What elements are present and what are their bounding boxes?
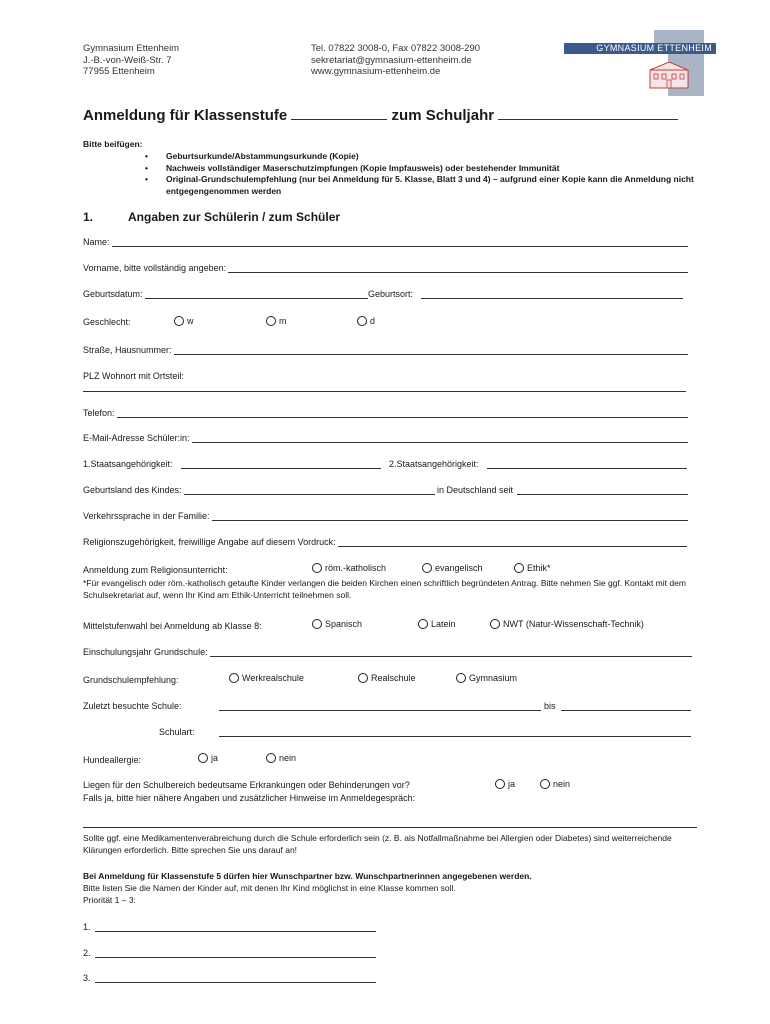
strasse-label: Straße, Hausnummer: bbox=[83, 345, 172, 355]
strasse-field[interactable] bbox=[174, 345, 688, 355]
strasse-row bbox=[83, 345, 688, 355]
erkrankungen-field[interactable] bbox=[83, 827, 697, 828]
geschlecht-option-d[interactable]: d bbox=[357, 316, 375, 327]
contact-phone: Tel. 07822 3008-0, Fax 07822 3008-290 bbox=[311, 43, 481, 54]
erkrankungen-hint: Falls ja, bitte hier nähere Angaben und zusätzlicher Hinweise im Anmeldegespräch: bbox=[83, 793, 416, 803]
partner-number: 3. bbox=[83, 973, 91, 983]
religion-option-katholisch[interactable]: röm.-katholisch bbox=[312, 563, 386, 574]
list-item: • Nachweis vollständiger Maserschutzimpfungen (Kopie Impfausweis) oder bestehender Immunität bbox=[145, 163, 726, 175]
mittelstufe-option-nwt[interactable]: NWT (Natur-Wissenschaft-Technik) bbox=[490, 619, 644, 630]
hundeallergie-label: Hundeallergie: bbox=[83, 755, 142, 765]
attachments-heading: Bitte beifügen: bbox=[83, 139, 143, 149]
geschlecht-option-m[interactable]: m bbox=[266, 316, 287, 327]
empfehlung-option-werkrealschule[interactable]: Werkrealschule bbox=[229, 673, 304, 684]
school-address bbox=[83, 43, 179, 78]
einschulung-field[interactable] bbox=[210, 647, 692, 657]
vorname-field[interactable] bbox=[228, 263, 688, 273]
name-label: Name: bbox=[83, 237, 110, 247]
section-title: Angaben zur Schülerin / zum Schüler bbox=[128, 210, 341, 224]
vorname-row bbox=[83, 263, 688, 273]
radio-button[interactable] bbox=[229, 673, 239, 683]
section-number: 1. bbox=[83, 210, 94, 224]
radio-button[interactable] bbox=[422, 563, 432, 573]
schuljahr-field[interactable] bbox=[498, 106, 678, 120]
attachments-list bbox=[145, 151, 726, 197]
verkehrssprache-row bbox=[83, 511, 688, 521]
geschlecht-option-w[interactable]: w bbox=[174, 316, 194, 327]
name-field[interactable] bbox=[112, 237, 688, 247]
plz-field[interactable] bbox=[83, 391, 686, 392]
einschulung-row bbox=[83, 647, 692, 657]
verkehrssprache-field[interactable] bbox=[212, 511, 688, 521]
erkrankungen-label: Liegen für den Schulbereich bedeutsame Erkrankungen oder Behinderungen vor? bbox=[83, 780, 410, 790]
geburtsdatum-field[interactable] bbox=[145, 289, 368, 299]
mittelstufe-option-spanisch[interactable]: Spanisch bbox=[312, 619, 362, 630]
hundeallergie-option-nein[interactable]: nein bbox=[266, 753, 296, 764]
address-line: J.-B.-von-Weiß-Str. 7 bbox=[83, 54, 172, 66]
schulart-label: Schulart: bbox=[159, 727, 195, 737]
geschlecht-label: Geschlecht: bbox=[83, 317, 131, 327]
religion-row bbox=[83, 537, 687, 547]
religion-field[interactable] bbox=[338, 537, 687, 547]
partner-number: 1. bbox=[83, 922, 91, 932]
geburtsdatum-label: Geburtsdatum: bbox=[83, 289, 143, 299]
radio-button[interactable] bbox=[174, 316, 184, 326]
email-field[interactable] bbox=[192, 433, 688, 443]
email-label: E-Mail-Adresse Schüler:in: bbox=[83, 433, 190, 443]
religion-option-evangelisch[interactable]: evangelisch bbox=[422, 563, 483, 574]
seit-field[interactable] bbox=[517, 485, 688, 495]
telefon-field[interactable] bbox=[117, 408, 688, 418]
empfehlung-option-gymnasium[interactable]: Gymnasium bbox=[456, 673, 517, 684]
email-row bbox=[83, 433, 688, 443]
telefon-label: Telefon: bbox=[83, 408, 115, 418]
radio-button[interactable] bbox=[312, 563, 322, 573]
erkrankungen-option-nein[interactable]: nein bbox=[540, 779, 570, 790]
staat1-field[interactable] bbox=[181, 459, 381, 469]
telefon-row bbox=[83, 408, 688, 418]
partners-priority: Priorität 1 – 3: bbox=[83, 895, 136, 905]
list-item: • Geburtsurkunde/Abstammungsurkunde (Kopie) bbox=[145, 151, 726, 163]
zuletzt-label: Zuletzt besuchte Schule: bbox=[83, 701, 182, 711]
geburtsort-row bbox=[368, 289, 683, 299]
radio-button[interactable] bbox=[357, 316, 367, 326]
radio-button[interactable] bbox=[358, 673, 368, 683]
geburtsdatum-row bbox=[83, 289, 368, 299]
seit-label: in Deutschland seit bbox=[437, 485, 514, 495]
einschulung-label: Einschulungsjahr Grundschule: bbox=[83, 647, 208, 657]
erkrankungen-option-ja[interactable]: ja bbox=[495, 779, 515, 790]
partners-heading: Bei Anmeldung für Klassenstufe 5 dürfen hier Wunschpartner bzw. Wunschpartnerinnen angegebenen werden. bbox=[83, 871, 532, 881]
schulart-field[interactable] bbox=[219, 736, 691, 737]
radio-button[interactable] bbox=[495, 779, 505, 789]
partner-number: 2. bbox=[83, 948, 91, 958]
staat1-row bbox=[83, 459, 381, 469]
radio-button[interactable] bbox=[198, 753, 208, 763]
school-logo: GYMNASIUM ETTENHEIM bbox=[564, 43, 716, 54]
partners-text: Bitte listen Sie die Namen der Kinder auf, mit denen Ihr Kind möglichst in eine Klasse kommen soll. bbox=[83, 883, 456, 893]
medikamente-note: Sollte ggf. eine Medikamentenverabreichung durch die Schule erforderlich sein (z. B. als Notfallmaßnahme bei Allergien oder Diabetes) sind weiterreichende Klärungen erforderlich. Bitte sprechen Sie uns darauf an! bbox=[83, 833, 672, 855]
zuletzt-field[interactable] bbox=[219, 710, 541, 711]
klassenstufe-field[interactable] bbox=[291, 106, 387, 120]
vorname-label: Vorname, bitte vollständig angeben: bbox=[83, 263, 227, 273]
radio-button[interactable] bbox=[514, 563, 524, 573]
school-contact bbox=[311, 43, 480, 78]
bis-field[interactable] bbox=[561, 710, 691, 711]
address-line: 77955 Ettenheim bbox=[83, 66, 155, 77]
seit-row bbox=[437, 485, 688, 495]
radio-button[interactable] bbox=[312, 619, 322, 629]
partner-row-3 bbox=[83, 973, 376, 983]
partner-field-1[interactable] bbox=[95, 922, 376, 932]
hundeallergie-option-ja[interactable]: ja bbox=[198, 753, 218, 764]
empfehlung-label: Grundschulempfehlung: bbox=[83, 675, 179, 685]
staat2-field[interactable] bbox=[487, 459, 687, 469]
school-building-icon bbox=[648, 60, 690, 90]
geburtsland-field[interactable] bbox=[184, 485, 435, 495]
radio-button[interactable] bbox=[456, 673, 466, 683]
list-item: • Original-Grundschulempfehlung (nur bei Anmeldung für 5. Klasse, Blatt 3 und 4) – aufgrund einer Kopie kann die Anmeldung nicht entgegengenommen werden bbox=[145, 174, 726, 197]
geburtsort-field[interactable] bbox=[421, 289, 683, 299]
radio-button[interactable] bbox=[418, 619, 428, 629]
geburtsort-label: Geburtsort: bbox=[368, 289, 414, 299]
plz-label: PLZ Wohnort mit Ortsteil: bbox=[83, 371, 184, 381]
staat2-label: 2.Staatsangehörigkeit: bbox=[389, 459, 479, 469]
geburtsland-row bbox=[83, 485, 435, 495]
empfehlung-option-realschule[interactable]: Realschule bbox=[358, 673, 416, 684]
contact-email: sekretariat@gymnasium-ettenheim.de bbox=[311, 54, 472, 66]
partner-row-2 bbox=[83, 948, 376, 958]
address-line: Gymnasium Ettenheim bbox=[83, 43, 180, 54]
staat2-row bbox=[389, 459, 687, 469]
form-title: Anmeldung für Klassenstufe zum Schuljahr bbox=[83, 106, 678, 124]
radio-button[interactable] bbox=[540, 779, 550, 789]
verkehrssprache-label: Verkehrssprache in der Familie: bbox=[83, 511, 210, 521]
religion-option-ethik[interactable]: Ethik* bbox=[514, 563, 551, 574]
geburtsland-label: Geburtsland des Kindes: bbox=[83, 485, 182, 495]
religion-label: Religionszugehörigkeit, freiwillige Angabe auf diesem Vordruck: bbox=[83, 537, 336, 547]
mittelstufe-label: Mittelstufenwahl bei Anmeldung ab Klasse 8: bbox=[83, 621, 262, 631]
staat1-label: 1.Staatsangehörigkeit: bbox=[83, 459, 173, 469]
radio-button[interactable] bbox=[266, 753, 276, 763]
bis-label: bis bbox=[544, 701, 556, 711]
mittelstufe-option-latein[interactable]: Latein bbox=[418, 619, 456, 630]
contact-website: www.gymnasium-ettenheim.de bbox=[311, 66, 441, 77]
religionsunterricht-label: Anmeldung zum Religionsunterricht: bbox=[83, 565, 228, 575]
partner-row-1 bbox=[83, 922, 376, 932]
name-row bbox=[83, 237, 688, 247]
religion-note: *Für evangelisch oder röm.-katholisch getaufte Kinder verlangen die beiden Kirchen einen schriftlich begründeten Antrag. Bitte nehmen Sie ggf. Kontakt mit dem Schulsekretariat auf, wenn Ihr Kind am Ethik-Unterricht teilnehmen soll. bbox=[83, 578, 686, 600]
partner-field-2[interactable] bbox=[95, 948, 376, 958]
radio-button[interactable] bbox=[490, 619, 500, 629]
partner-field-3[interactable] bbox=[95, 973, 376, 983]
radio-button[interactable] bbox=[266, 316, 276, 326]
